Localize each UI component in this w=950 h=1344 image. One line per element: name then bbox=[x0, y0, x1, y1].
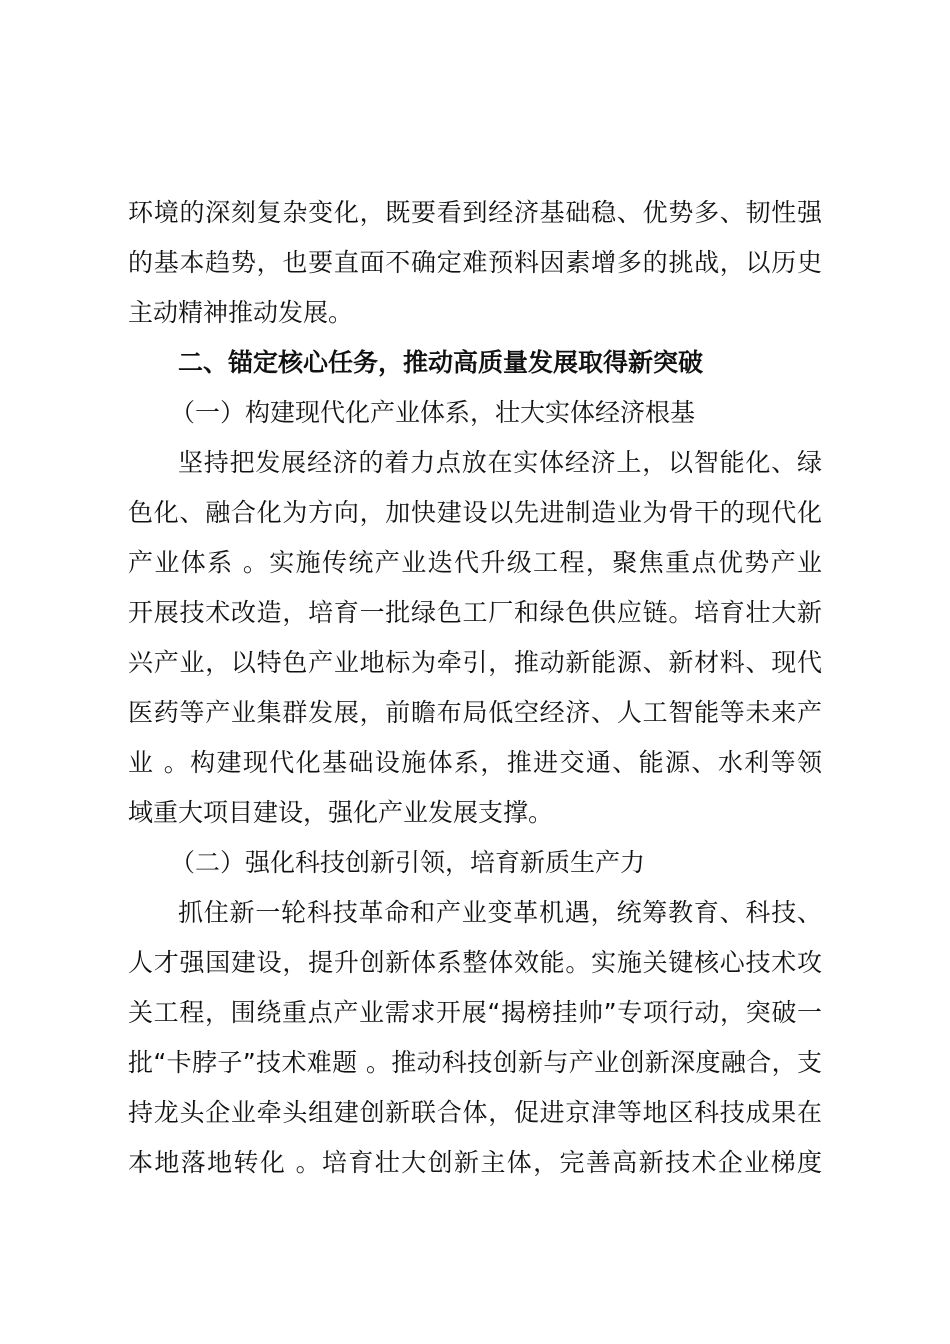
body-text-line: 产业体系 。实施传统产业迭代升级工程，聚焦重点优势产业 bbox=[128, 548, 822, 577]
body-text-line: 医药等产业集群发展，前瞻布局低空经济、人工智能等未来产 bbox=[128, 698, 822, 727]
body-text-line: 本地落地转化 。培育壮大创新主体，完善高新技术企业梯度 bbox=[128, 1148, 822, 1177]
body-text-line: 批“卡脖子”技术难题 。推动科技创新与产业创新深度融合，支 bbox=[128, 1048, 822, 1077]
body-text-line: 关工程，围绕重点产业需求开展“揭榜挂帅”专项行动，突破一 bbox=[128, 998, 822, 1027]
subsection-heading: （二）强化科技创新引领，培育新质生产力 bbox=[170, 848, 646, 877]
body-text-line: 环境的深刻复杂变化，既要看到经济基础稳、优势多、韧性强 bbox=[128, 198, 822, 227]
body-text-line: 持龙头企业牵头组建创新联合体，促进京津等地区科技成果在 bbox=[128, 1098, 822, 1127]
section-heading: 二、锚定核心任务，推动高质量发展取得新突破 bbox=[178, 348, 704, 377]
body-text-line: 色化、融合化为方向，加快建设以先进制造业为骨干的现代化 bbox=[128, 498, 822, 527]
body-text-line: 人才强国建设，提升创新体系整体效能。实施关键核心技术攻 bbox=[128, 948, 822, 977]
body-text-line: 抓住新一轮科技革命和产业变革机遇，统筹教育、科技、 bbox=[178, 898, 822, 927]
subsection-heading: （一）构建现代化产业体系，壮大实体经济根基 bbox=[170, 398, 696, 427]
body-text-line: 域重大项目建设，强化产业发展支撑。 bbox=[128, 798, 554, 827]
body-text-line: 开展技术改造，培育一批绿色工厂和绿色供应链。培育壮大新 bbox=[128, 598, 822, 627]
body-text-line: 业 。构建现代化基础设施体系，推进交通、能源、水利等领 bbox=[128, 748, 822, 777]
body-text-line: 的基本趋势，也要直面不确定难预料因素增多的挑战，以历史 bbox=[128, 248, 822, 277]
body-text-line: 主动精神推动发展。 bbox=[128, 298, 354, 327]
body-text-line: 兴产业，以特色产业地标为牵引，推动新能源、新材料、现代 bbox=[128, 648, 822, 677]
body-text-line: 坚持把发展经济的着力点放在实体经济上，以智能化、绿 bbox=[178, 448, 822, 477]
